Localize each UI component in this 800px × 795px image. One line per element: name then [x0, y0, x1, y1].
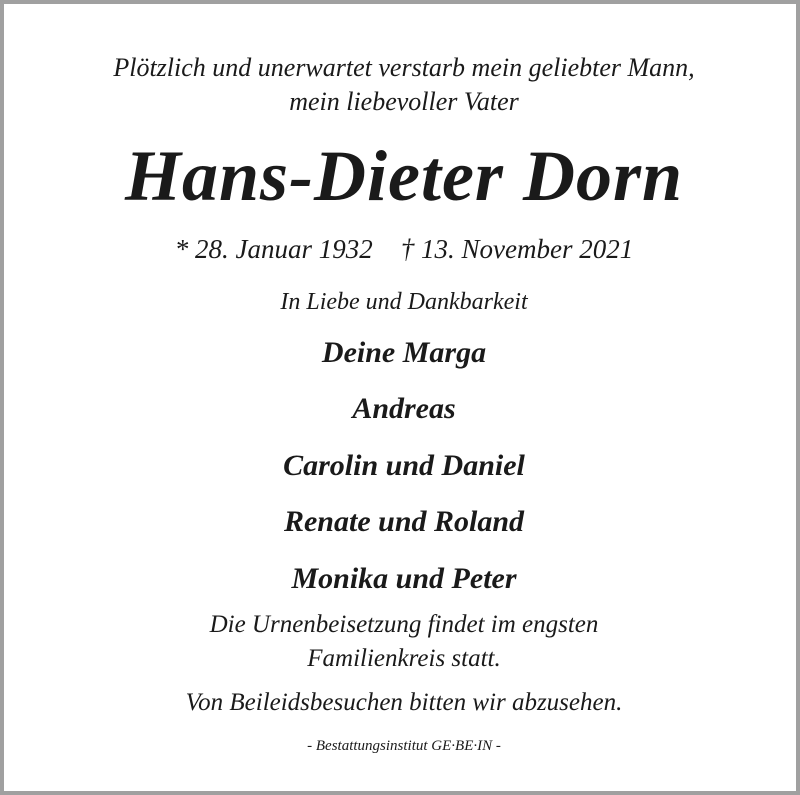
life-dates [4, 233, 800, 265]
urn-burial-note-line-2: Familienkreis statt. [307, 645, 501, 672]
family-member: Deine Marga [321, 336, 487, 369]
family-member: Carolin und Daniel [283, 449, 525, 482]
family-member: Monika und Peter [291, 562, 517, 595]
family-member: Andreas [352, 392, 456, 425]
family-member: Renate und Roland [283, 505, 525, 538]
deceased-name: Hans-Dieter Dorn [124, 136, 684, 216]
funeral-home: - Bestattungsinstitut GE·BE·IN - [307, 738, 501, 754]
intro-line-1: Plötzlich und unerwartet verstarb mein geliebter Mann, [113, 53, 695, 82]
dedication-text: In Liebe und Dankbarkeit [280, 289, 528, 315]
urn-burial-note-line-1: Die Urnenbeisetzung findet im engsten [209, 611, 599, 638]
death-date: † 13. November 2021 [400, 234, 634, 264]
birth-date: * 28. Januar 1932 [174, 234, 373, 264]
intro-line-2: mein liebevoller Vater [289, 87, 519, 116]
condolence-note: Von Beileidsbesuchen bitten wir abzusehen. [185, 689, 623, 716]
